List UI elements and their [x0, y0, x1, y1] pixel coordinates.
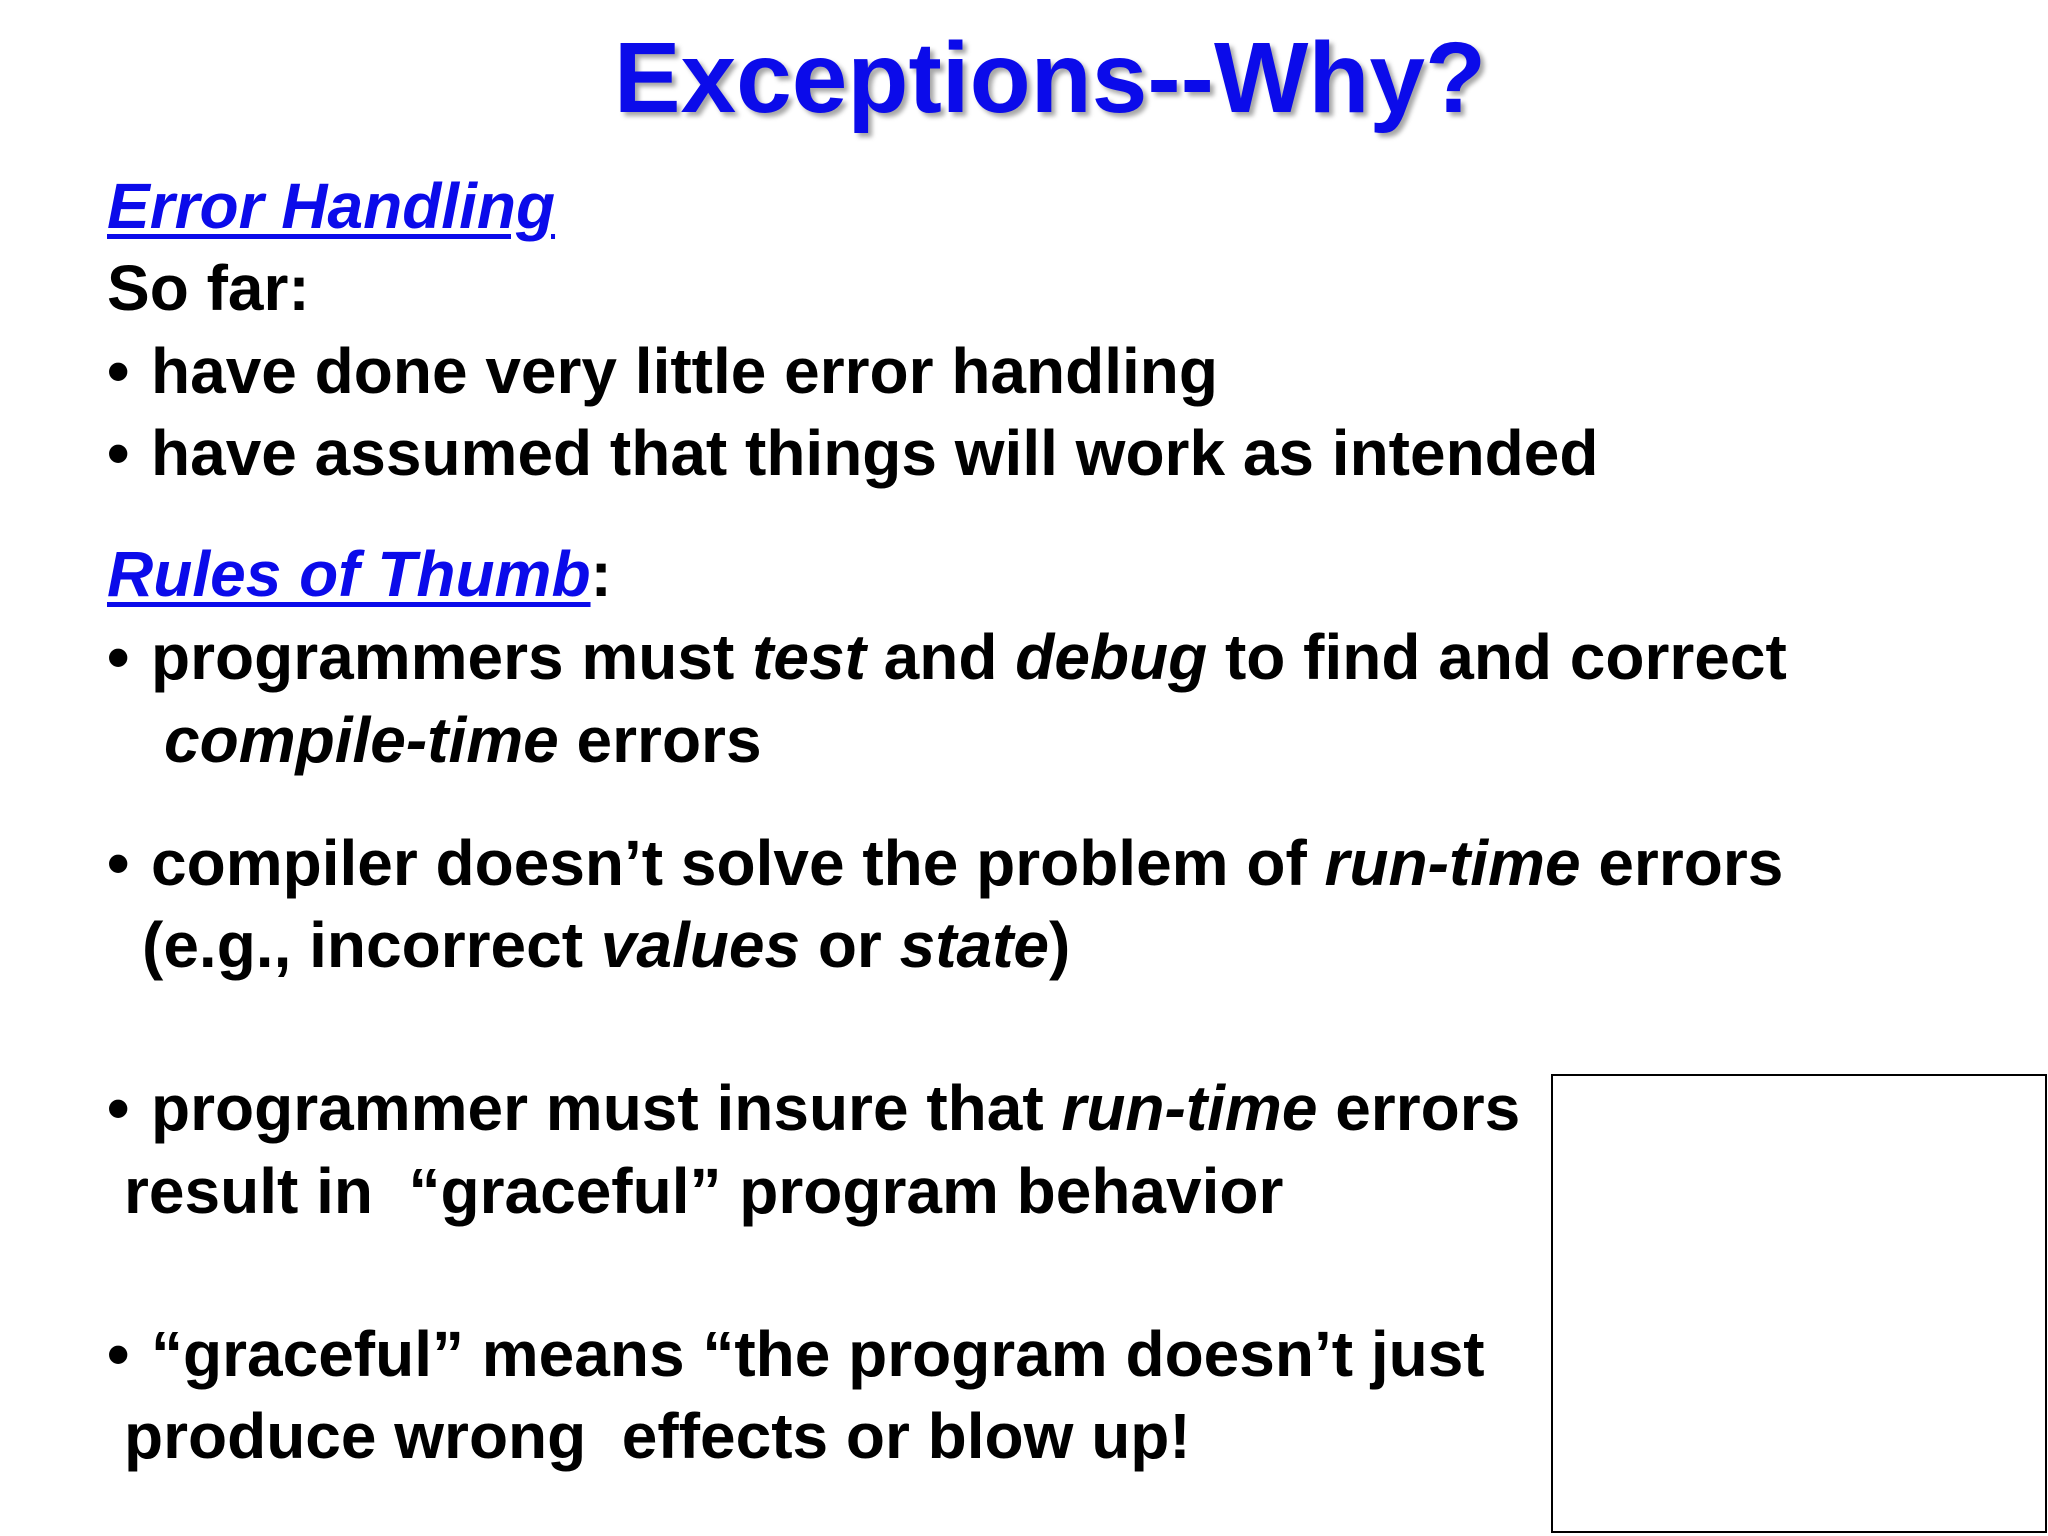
bullet-text: “graceful” means “the program doesn’t just	[151, 1318, 1485, 1390]
list-item	[107, 413, 1598, 493]
slide-title-text: Exceptions--Why?	[613, 22, 1487, 134]
emphasis-text: test	[752, 621, 866, 693]
list-item	[107, 823, 1783, 903]
slide-title	[0, 18, 2048, 138]
bullet-text: have done very little error handling	[151, 335, 1218, 407]
empty-frame-box	[1551, 1074, 2047, 1533]
rules-of-thumb-colon: :	[590, 538, 612, 610]
bullet-icon: •	[107, 621, 130, 693]
list-item	[107, 331, 1218, 411]
bullet-text: (e.g., incorrect	[142, 909, 601, 981]
bullet-text: compiler doesn’t solve the problem of	[151, 827, 1325, 899]
bullet-icon: •	[107, 417, 130, 489]
bullet-icon: •	[107, 827, 130, 899]
bullet-text: and	[865, 621, 1016, 693]
rules-of-thumb-heading-text: Rules of Thumb	[107, 538, 591, 610]
bullet-text: programmers must	[151, 621, 753, 693]
bullet-text: )	[1049, 909, 1071, 981]
emphasis-text: run-time	[1324, 827, 1581, 899]
list-item-continuation	[124, 1396, 1191, 1476]
bullet-text: result in “graceful” program behavior	[124, 1155, 1284, 1227]
bullet-icon: •	[107, 335, 130, 407]
bullet-text: errors	[1317, 1072, 1521, 1144]
emphasis-text: state	[899, 909, 1049, 981]
bullet-text: produce wrong effects or blow up!	[124, 1400, 1191, 1472]
list-item	[107, 1068, 1520, 1148]
emphasis-text: values	[600, 909, 801, 981]
emphasis-text: debug	[1015, 621, 1208, 693]
bullet-icon: •	[107, 1072, 130, 1144]
bullet-icon: •	[107, 1318, 130, 1390]
emphasis-text: run-time	[1061, 1072, 1318, 1144]
emphasis-text: compile-time	[164, 704, 559, 776]
list-item-continuation	[124, 1151, 1283, 1231]
list-item	[107, 1314, 1485, 1394]
list-item-continuation	[142, 905, 1070, 985]
bullet-text: programmer must insure that	[151, 1072, 1062, 1144]
section-heading-error-handling	[107, 166, 555, 246]
bullet-text: errors	[558, 704, 762, 776]
bullet-text: to find and correct	[1207, 621, 1787, 693]
list-item-continuation	[164, 700, 762, 780]
bullet-text: errors	[1580, 827, 1784, 899]
so-far-label	[107, 248, 310, 328]
so-far-text: So far:	[107, 252, 310, 324]
bullet-text: have assumed that things will work as intended	[151, 417, 1599, 489]
list-item	[107, 617, 1787, 697]
error-handling-heading-text: Error Handling	[107, 170, 556, 242]
section-heading-rules-of-thumb	[107, 534, 612, 614]
bullet-text: or	[800, 909, 900, 981]
